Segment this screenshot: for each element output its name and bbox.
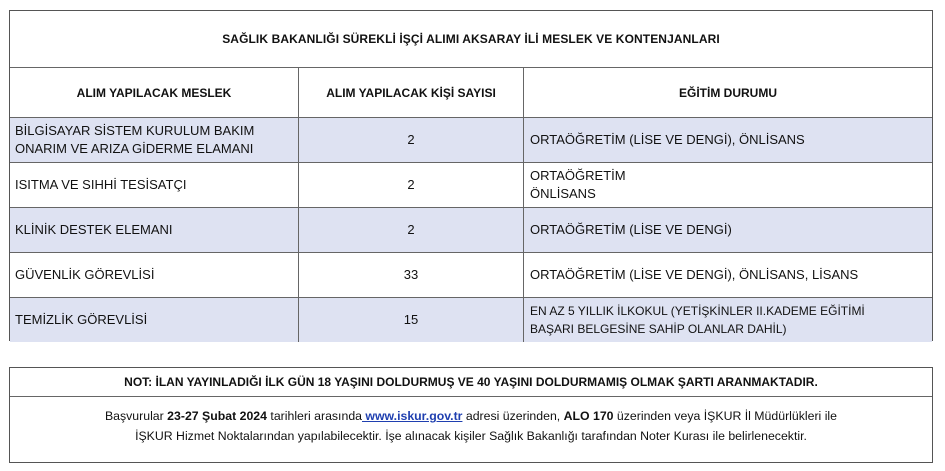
cell-egitim	[524, 118, 932, 162]
cell-sayi: 15	[299, 298, 524, 342]
meslek-line: ONARIM VE ARIZA GİDERME ELAMANI	[15, 141, 254, 156]
egitim-line: ÖNLİSANS	[530, 186, 596, 201]
alo-number: ALO 170	[563, 409, 614, 423]
info-line-2: İŞKUR Hizmet Noktalarından yapılabilecektir. İşe alınacak kişiler Sağlık Bakanlığı tarafından Noter Kurası ile belirlenecektir.	[135, 429, 807, 443]
cell-meslek	[10, 253, 299, 297]
table-header-row	[10, 68, 932, 118]
table-title: SAĞLIK BAKANLIĞI SÜREKLİ İŞÇİ ALIMI AKSARAY İLİ MESLEK VE KONTENJANLARI	[10, 11, 932, 68]
table-row	[10, 253, 932, 298]
cell-sayi: 2	[299, 118, 524, 162]
cell-sayi: 33	[299, 253, 524, 297]
application-info	[10, 406, 932, 446]
meslek-line: TEMİZLİK GÖREVLİSİ	[15, 312, 148, 327]
cell-egitim	[524, 298, 932, 342]
cell-egitim	[524, 163, 932, 207]
egitim-line: ORTAÖĞRETİM (LİSE VE DENGİ), ÖNLİSANS, LİSANS	[530, 267, 859, 282]
info-text: üzerinden veya İŞKUR İl Müdürlükleri ile	[613, 409, 838, 423]
cell-egitim	[524, 253, 932, 297]
table-row	[10, 163, 932, 208]
table-row	[10, 118, 932, 163]
info-text: Başvurular	[104, 409, 168, 423]
egitim-line: ORTAÖĞRETİM (LİSE VE DENGİ)	[530, 222, 732, 237]
cell-sayi: 2	[299, 163, 524, 207]
egitim-line: BAŞARI BELGESİNE SAHİP OLANLAR DAHİL)	[530, 322, 787, 336]
header-egitim: EĞİTİM DURUMU	[679, 85, 777, 100]
egitim-line: EN AZ 5 YILLIK İLKOKUL (YETİŞKİNLER II.KADEME EĞİTİMİ	[530, 304, 865, 318]
cell-sayi: 2	[299, 208, 524, 252]
meslek-line: GÜVENLİK GÖREVLİSİ	[15, 267, 155, 282]
info-line-1	[10, 406, 932, 426]
application-dates: 23-27 Şubat 2024	[167, 409, 267, 423]
meslek-line: KLİNİK DESTEK ELEMANI	[15, 222, 173, 237]
egitim-line: ORTAÖĞRETİM (LİSE VE DENGİ), ÖNLİSANS	[530, 132, 805, 147]
age-requirement-note: NOT: İLAN YAYINLADIĞI İLK GÜN 18 YAŞINI DOLDURMUŞ VE 40 YAŞINI DOLDURMAMIŞ OLMAK ŞARTI ARANMAKTADIR.	[10, 368, 932, 397]
cell-meslek	[10, 298, 299, 342]
iskur-link[interactable]: www.iskur.gov.tr	[362, 409, 463, 423]
table-row	[10, 298, 932, 342]
positions-table	[9, 10, 933, 341]
info-text: tarihleri arasında	[266, 409, 362, 423]
egitim-line: ORTAÖĞRETİM	[530, 168, 626, 183]
meslek-line: ISITMA VE SIHHİ TESİSATÇI	[15, 177, 187, 192]
note-box	[9, 367, 933, 463]
header-kisi-sayisi: ALIM YAPILACAK KİŞİ SAYISI	[299, 68, 524, 117]
cell-egitim	[524, 208, 932, 252]
table-row	[10, 208, 932, 253]
cell-meslek	[10, 163, 299, 207]
cell-meslek	[10, 208, 299, 252]
cell-meslek	[10, 118, 299, 162]
header-meslek: ALIM YAPILACAK MESLEK	[10, 68, 299, 117]
meslek-line: BİLGİSAYAR SİSTEM KURULUM BAKIM	[15, 123, 255, 138]
info-text: adresi üzerinden,	[462, 409, 564, 423]
